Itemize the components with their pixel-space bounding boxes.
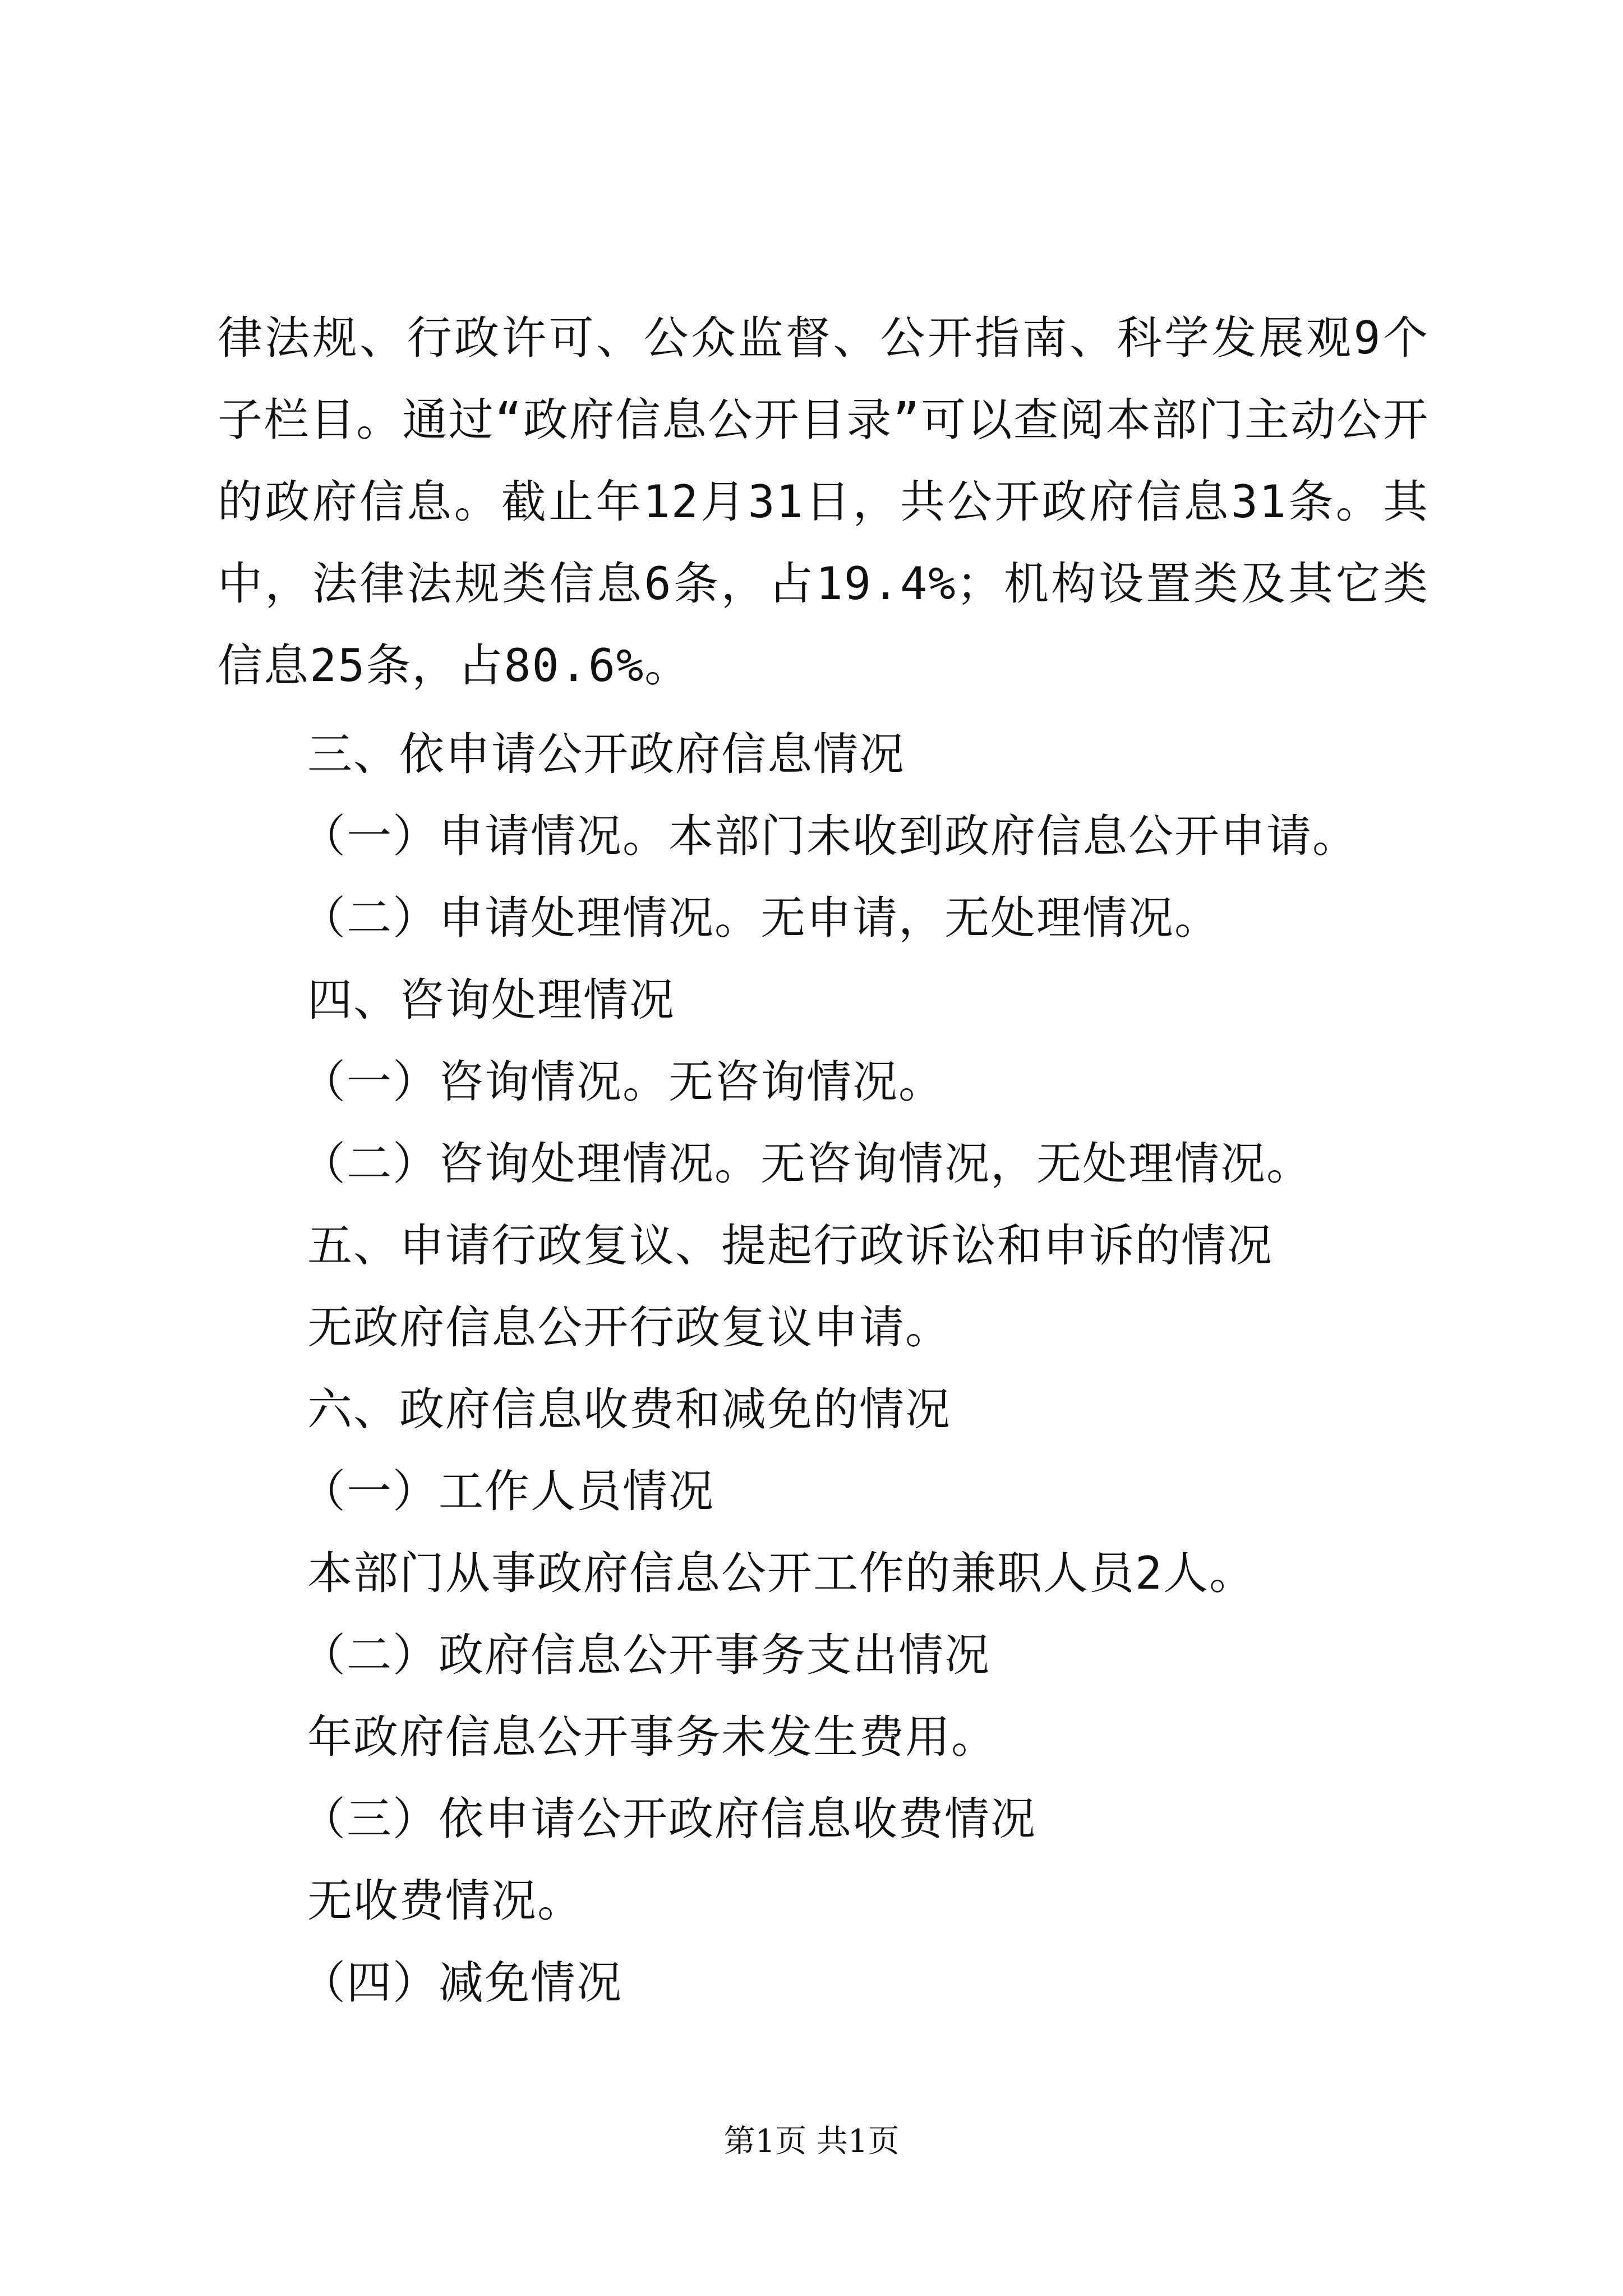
section-heading-6: 六、政府信息收费和减免的情况: [307, 1383, 951, 1435]
body-line: 无收费情况。: [307, 1875, 583, 1927]
subsection-line: （二）政府信息公开事务支出情况: [301, 1629, 990, 1681]
page-footer: 第1页 共1页: [723, 2123, 900, 2160]
subsection-line: （四）减免情况: [301, 1957, 623, 2009]
body-line: 年政府信息公开事务未发生费用。: [307, 1711, 997, 1763]
section-heading-5: 五、申请行政复议、提起行政诉讼和申诉的情况: [307, 1220, 1273, 1272]
subsection-line: （一）申请情况。本部门未收到政府信息公开申请。: [301, 810, 1358, 862]
section-heading-3: 三、依申请公开政府信息情况: [307, 728, 905, 780]
intro-paragraph: 律法规、行政许可、公众监督、公开指南、科学发展观9个子栏目。通过“政府信息公开目录”可以查阅本部门主动公开的政府信息。截止年12月31日，共公开政府信息31条。其中，法律法规类信息6条，占19.4%；机构设置类及其它类信息25条，占80.6%。: [218, 312, 1429, 692]
subsection-line: （一）工作人员情况: [301, 1465, 714, 1517]
subsection-line: （三）依申请公开政府信息收费情况: [301, 1793, 1036, 1845]
subsection-line: （一）咨询情况。无咨询情况。: [301, 1056, 944, 1108]
section-heading-4: 四、咨询处理情况: [307, 974, 675, 1026]
body-line: 本部门从事政府信息公开工作的兼职人员2人。: [307, 1547, 1256, 1599]
subsection-line: （二）咨询处理情况。无咨询情况，无处理情况。: [301, 1138, 1312, 1190]
body-line: 无政府信息公开行政复议申请。: [307, 1301, 951, 1354]
subsection-line: （二）申请处理情况。无申请，无处理情况。: [301, 892, 1220, 944]
